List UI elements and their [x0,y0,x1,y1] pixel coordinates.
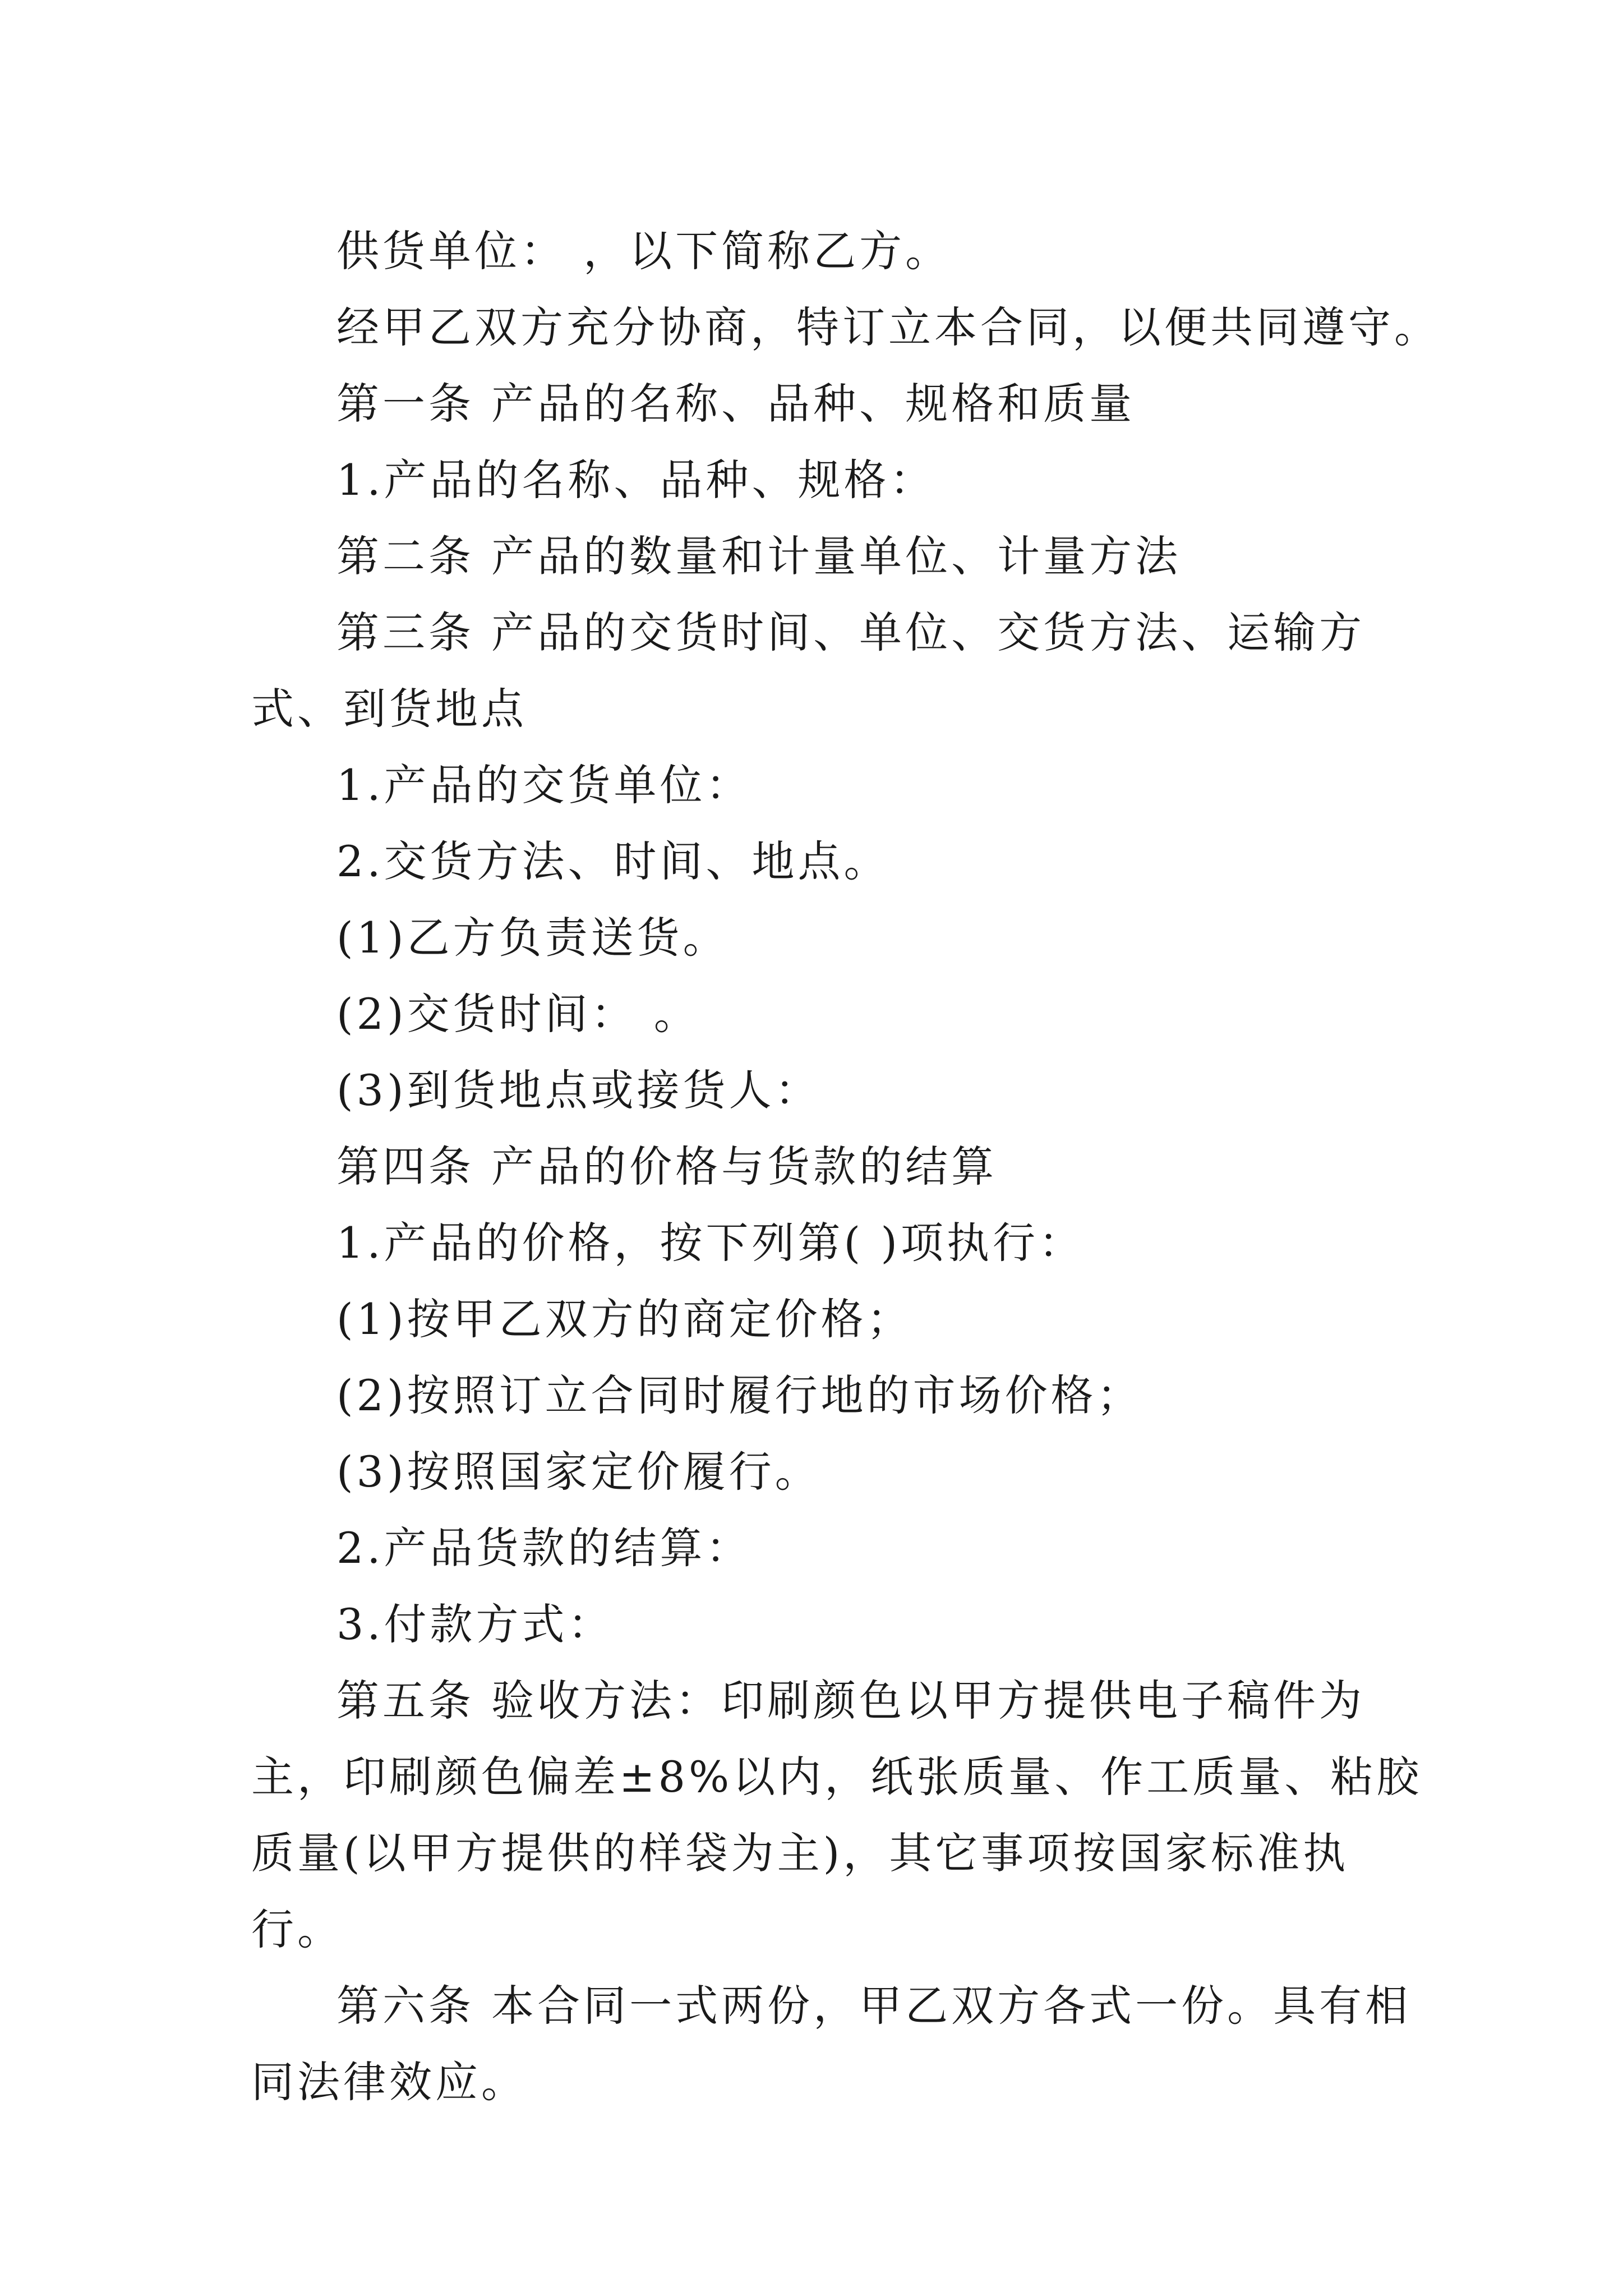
article-2-heading: 第二条 产品的数量和计量单位、计量方法 [336,531,1182,581]
article-4-item-2: 2.产品货款的结算： [336,1523,752,1573]
article-6-paragraph: 第六条 本合同一式两份，甲乙双方各式一份。具有相同法律效应。 [251,1981,1412,2107]
article-4-heading: 第四条 产品的价格与货款的结算 [336,1142,998,1191]
paragraph-agreement: 经甲乙双方充分协商，特订立本合同，以便共同遵守。 [336,302,1440,352]
article-5-paragraph: 第五条 验收方法：印刷颜色以甲方提供电子稿件为主，印刷颜色偏差±8%以内，纸张质量、作工质量、粘胶质量(以甲方提供的样袋为主)，其它事项按国家标准执行。 [251,1676,1423,1954]
paragraph-supplier: 供货单位： ，以下简称乙方。 [336,226,952,276]
article-3-subitem-1: (1)乙方负责送货。 [336,913,729,963]
article-4-subitem-1: (1)按甲乙双方的商定价格； [336,1294,913,1344]
contract-body [251,213,1440,2120]
article-1-heading: 第一条 产品的名称、品种、规格和质量 [336,379,1136,429]
article-4-item-1: 1.产品的价格，按下列第( )项执行： [336,1218,1085,1268]
article-3-subitem-3: (3)到货地点或接货人： [336,1065,821,1115]
article-3-item-2: 2.交货方法、时间、地点。 [336,836,890,886]
article-4-subitem-3: (3)按照国家定价履行。 [336,1447,821,1497]
article-3-heading: 第三条 产品的交货时间、单位、交货方法、运输方式、到货地点 [251,608,1366,734]
article-4-item-3: 3.付款方式： [336,1599,614,1649]
article-3-item-1: 1.产品的交货单位： [336,760,752,810]
article-1-item-1: 1.产品的名称、品种、规格： [336,455,936,505]
article-4-subitem-2: (2)按照订立合同时履行地的市场价格； [336,1370,1143,1420]
article-3-subitem-2: (2)交货时间： 。 [336,989,700,1039]
